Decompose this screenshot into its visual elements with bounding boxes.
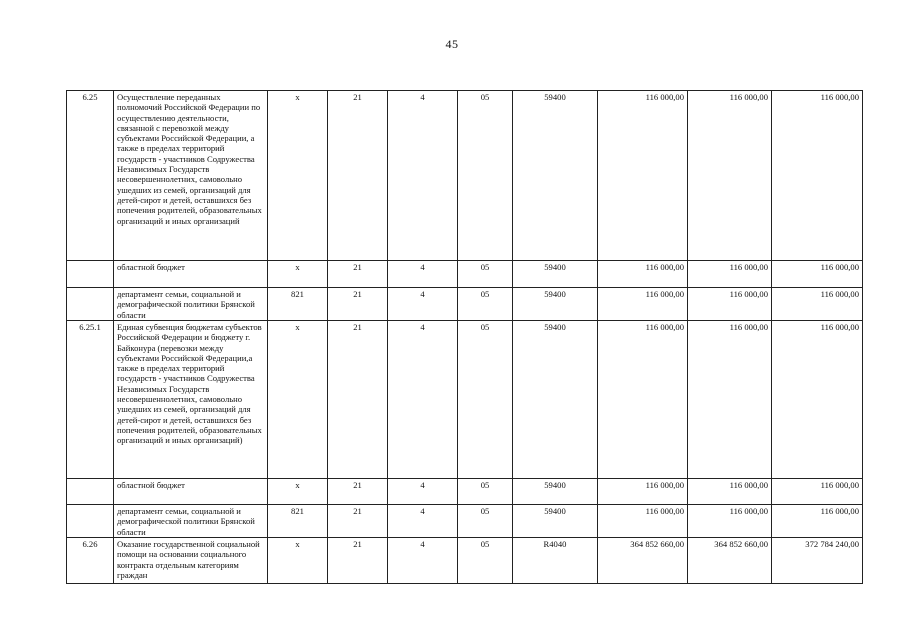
subprogram-code-cell: 4 bbox=[388, 91, 458, 261]
row-number-cell bbox=[67, 288, 114, 321]
admin-code-cell: 821 bbox=[268, 288, 328, 321]
amount-year3-cell: 116 000,00 bbox=[772, 505, 863, 538]
table-row bbox=[67, 505, 863, 538]
section-code-cell: 05 bbox=[458, 288, 513, 321]
amount-year3-cell: 116 000,00 bbox=[772, 91, 863, 261]
amount-year1-cell: 116 000,00 bbox=[598, 288, 688, 321]
page-number: 45 bbox=[445, 37, 459, 51]
direction-code-cell: R4040 bbox=[513, 538, 598, 584]
program-code-cell: 21 bbox=[328, 91, 388, 261]
amount-year3-cell: 372 784 240,00 bbox=[772, 538, 863, 584]
description-cell: департамент семьи, социальной и демографической политики Брянской области bbox=[114, 505, 268, 538]
program-code-cell: 21 bbox=[328, 505, 388, 538]
amount-year1-cell: 116 000,00 bbox=[598, 479, 688, 505]
section-code-cell: 05 bbox=[458, 505, 513, 538]
subprogram-code-cell: 4 bbox=[388, 538, 458, 584]
description-cell: областной бюджет bbox=[114, 261, 268, 288]
amount-year1-cell: 116 000,00 bbox=[598, 91, 688, 261]
program-code-cell: 21 bbox=[328, 321, 388, 479]
description-cell: департамент семьи, социальной и демографической политики Брянской области bbox=[114, 288, 268, 321]
direction-code-cell: 59400 bbox=[513, 505, 598, 538]
table-row bbox=[67, 479, 863, 505]
admin-code-cell: 821 bbox=[268, 505, 328, 538]
amount-year3-cell: 116 000,00 bbox=[772, 261, 863, 288]
table-row bbox=[67, 321, 863, 479]
section-code-cell: 05 bbox=[458, 479, 513, 505]
section-code-cell: 05 bbox=[458, 538, 513, 584]
direction-code-cell: 59400 bbox=[513, 91, 598, 261]
table-row bbox=[67, 91, 863, 261]
amount-year2-cell: 364 852 660,00 bbox=[688, 538, 772, 584]
admin-code-cell: х bbox=[268, 321, 328, 479]
row-number-cell: 6.26 bbox=[67, 538, 114, 584]
admin-code-cell: х bbox=[268, 538, 328, 584]
description-cell: Осуществление переданных полномочий Российской Федерации по осуществлению деятельности, связанной с перевозкой между субъектами Российской Федерации, а также в пределах территорий государств - участников Содружества Независимых Государств несовершеннолетних, самовольно ушедших из семей, организаций для детей-сирот и детей, оставшихся без попечения родителей, образовательных организаций и иных организаций bbox=[114, 91, 268, 261]
description-cell: Единая субвенция бюджетам субъектов Российской Федерации и бюджету г. Байконура (перевозки между субъектами Российской Федерации,а также в пределах территорий государств - участников Содружества Независимых Государств несовершеннолетних, самовольно ушедших из семей, организаций для детей-сирот и детей, оставшихся без попечения родителей, образовательных организаций и иных организаций) bbox=[114, 321, 268, 479]
amount-year1-cell: 116 000,00 bbox=[598, 261, 688, 288]
section-code-cell: 05 bbox=[458, 321, 513, 479]
program-code-cell: 21 bbox=[328, 261, 388, 288]
amount-year1-cell: 116 000,00 bbox=[598, 505, 688, 538]
amount-year3-cell: 116 000,00 bbox=[772, 321, 863, 479]
program-code-cell: 21 bbox=[328, 288, 388, 321]
budget-table bbox=[66, 90, 863, 584]
description-cell: Оказание государственной социальной помощи на основании социального контракта отдельным категориям граждан bbox=[114, 538, 268, 584]
program-code-cell: 21 bbox=[328, 538, 388, 584]
row-number-cell bbox=[67, 479, 114, 505]
subprogram-code-cell: 4 bbox=[388, 321, 458, 479]
amount-year1-cell: 364 852 660,00 bbox=[598, 538, 688, 584]
table-row bbox=[67, 538, 863, 584]
table-row bbox=[67, 261, 863, 288]
amount-year2-cell: 116 000,00 bbox=[688, 479, 772, 505]
subprogram-code-cell: 4 bbox=[388, 505, 458, 538]
amount-year2-cell: 116 000,00 bbox=[688, 321, 772, 479]
section-code-cell: 05 bbox=[458, 91, 513, 261]
amount-year2-cell: 116 000,00 bbox=[688, 505, 772, 538]
direction-code-cell: 59400 bbox=[513, 479, 598, 505]
table-row bbox=[67, 288, 863, 321]
row-number-cell: 6.25.1 bbox=[67, 321, 114, 479]
direction-code-cell: 59400 bbox=[513, 321, 598, 479]
subprogram-code-cell: 4 bbox=[388, 479, 458, 505]
row-number-cell: 6.25 bbox=[67, 91, 114, 261]
row-number-cell bbox=[67, 505, 114, 538]
admin-code-cell: х bbox=[268, 261, 328, 288]
direction-code-cell: 59400 bbox=[513, 288, 598, 321]
amount-year2-cell: 116 000,00 bbox=[688, 261, 772, 288]
row-number-cell bbox=[67, 261, 114, 288]
description-cell: областной бюджет bbox=[114, 479, 268, 505]
subprogram-code-cell: 4 bbox=[388, 288, 458, 321]
direction-code-cell: 59400 bbox=[513, 261, 598, 288]
section-code-cell: 05 bbox=[458, 261, 513, 288]
amount-year2-cell: 116 000,00 bbox=[688, 91, 772, 261]
admin-code-cell: х bbox=[268, 479, 328, 505]
amount-year1-cell: 116 000,00 bbox=[598, 321, 688, 479]
program-code-cell: 21 bbox=[328, 479, 388, 505]
subprogram-code-cell: 4 bbox=[388, 261, 458, 288]
admin-code-cell: х bbox=[268, 91, 328, 261]
amount-year3-cell: 116 000,00 bbox=[772, 479, 863, 505]
amount-year3-cell: 116 000,00 bbox=[772, 288, 863, 321]
amount-year2-cell: 116 000,00 bbox=[688, 288, 772, 321]
